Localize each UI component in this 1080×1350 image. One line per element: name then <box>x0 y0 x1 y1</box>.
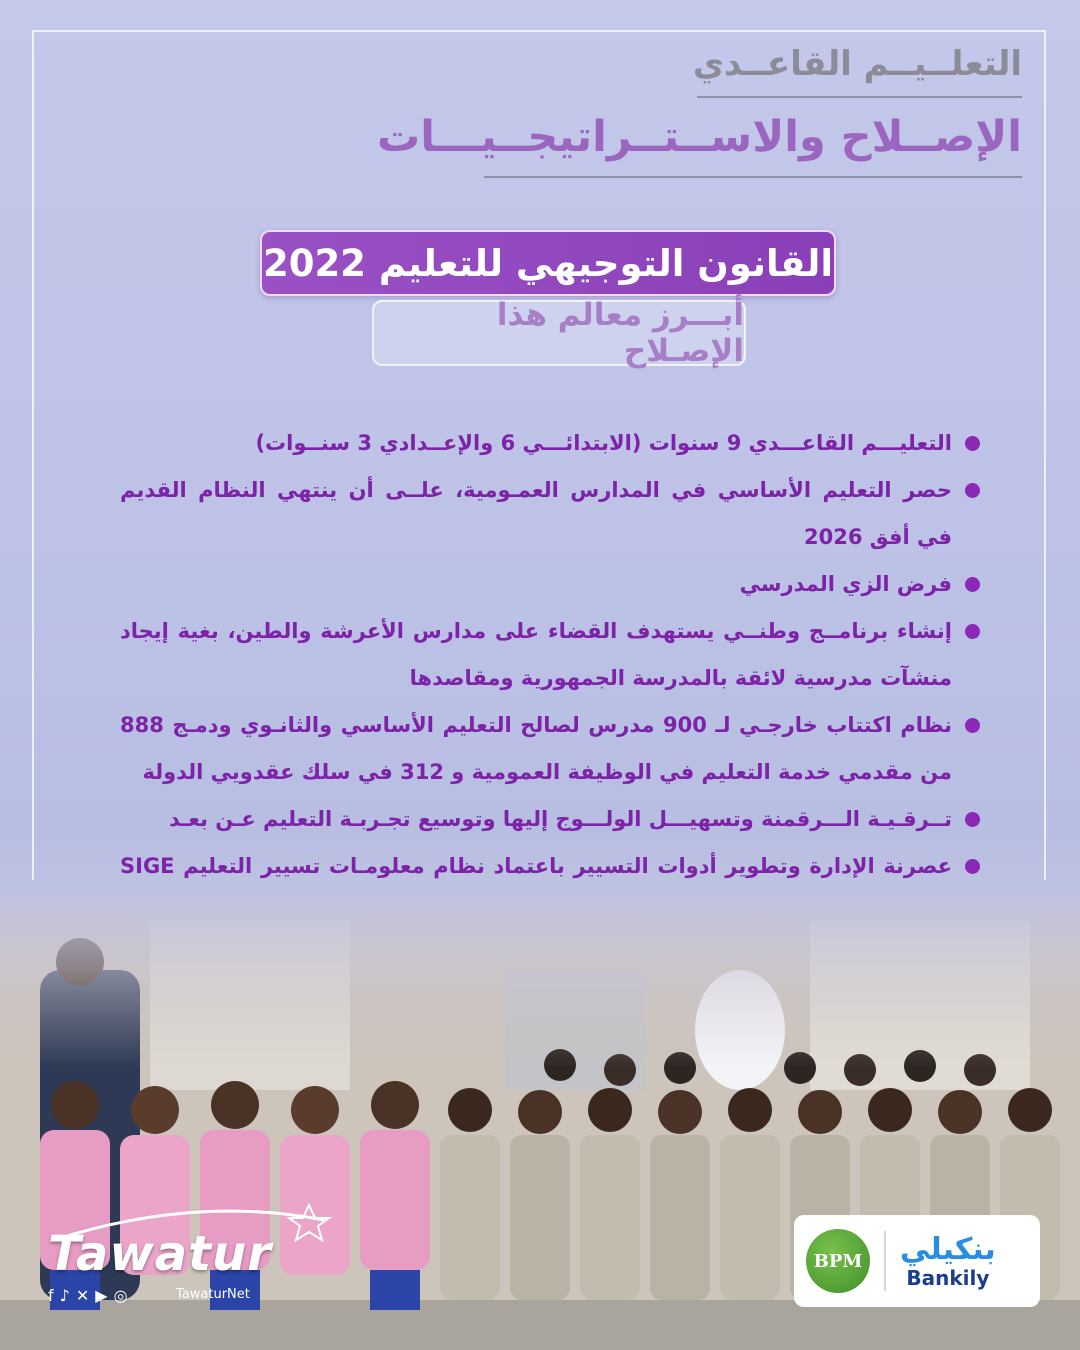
bpm-logo: BPM <box>806 1229 870 1293</box>
sponsor-divider <box>884 1231 886 1291</box>
sponsor-box <box>794 1215 1040 1307</box>
title-badge: القانون التوجيهي للتعليم 2022 <box>260 230 836 296</box>
list-item: نظام اكتتاب خارجـي لـ 900 مدرس لصالح التعليم الأساسي والثانـوي ودمـج 888 من مقدمي خدمة التعليم في الوظيفة العمومية و 312 في سلك عقدويي الدولة <box>120 702 952 796</box>
header-line-2: الإصــلاح والاســتــراتيجــيـــات <box>377 112 1022 162</box>
tiktok-icon[interactable]: ♪ <box>59 1286 70 1305</box>
header-rule-1 <box>697 96 1022 98</box>
facebook-icon[interactable]: f <box>48 1286 54 1305</box>
list-item: تــرقـيـة الـــرقمنة وتسهيـــل الولـــوج إليها وتوسيع تجـربـة التعليم عـن بعـد <box>120 796 952 843</box>
bankily-arabic: بنكيلي <box>900 1232 996 1267</box>
instagram-icon[interactable]: ◎ <box>113 1286 128 1305</box>
x-icon[interactable]: ✕ <box>75 1286 90 1305</box>
list-item: فرض الزي المدرسي <box>120 561 952 608</box>
list-item: عصرنة الإدارة وتطوير أدوات التسيير باعتماد نظام معلومـات تسيير التعليم SIGE <box>120 843 952 984</box>
tawatur-logo: Tawatur <box>48 1226 272 1282</box>
header-line-1: التعلــيــم القاعــدي <box>692 44 1022 84</box>
youtube-icon[interactable]: ▶ <box>95 1286 108 1305</box>
bankily-logo <box>900 1233 996 1289</box>
list-item: إنشاء برنامــج وطنــي يستهدف القضاء على مدارس الأعرشة والطين، بغية إيجاد منشآت مدرسية لائقة بالمدرسة الجمهورية ومقاصدها <box>120 608 952 702</box>
social-icons <box>48 1286 128 1305</box>
subtitle-badge: أبـــرز معالم هذا الإصـلاح <box>372 300 746 366</box>
social-handle: TawaturNet <box>176 1287 250 1302</box>
header-rule-2 <box>484 176 1022 178</box>
list-item: التعليـــم القاعـــدي 9 سنوات (الابتدائـــي 6 والإعــدادي 3 سنــوات) <box>120 420 952 467</box>
bankily-english: Bankily <box>906 1266 990 1290</box>
list-item: حصر التعليم الأساسي في المدارس العمـومية، علــى أن ينتهي النظام القديم في أفق 2026 <box>120 467 952 561</box>
